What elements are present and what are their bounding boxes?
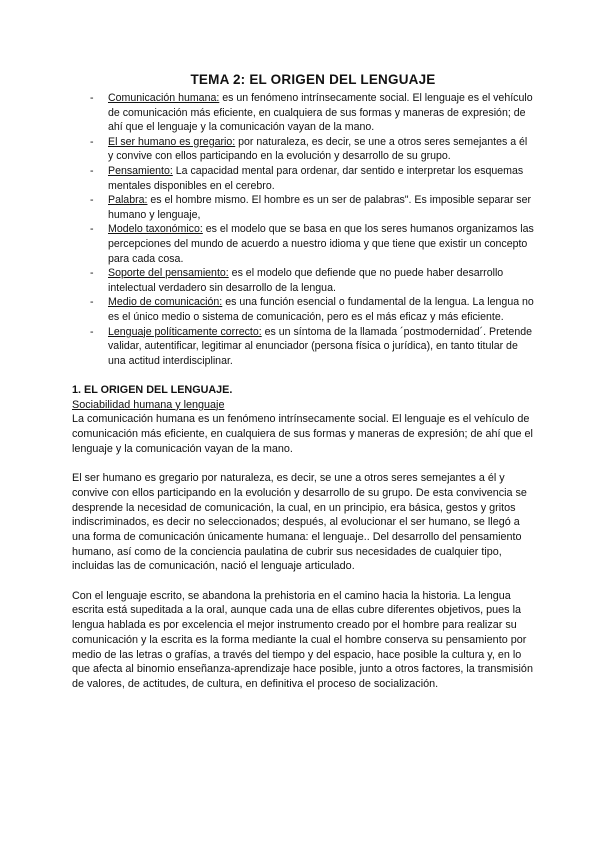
definition-text: es el modelo que se basa en que los seres humanos organizamos las percepciones del mundo de acuerdo a nuestro idioma y que tiene que existir un concepto para cada cosa.	[108, 223, 534, 265]
definition-item	[72, 91, 534, 135]
definition-item	[72, 222, 534, 266]
definition-item	[72, 135, 534, 164]
definition-text: La capacidad mental para ordenar, dar sentido e interpretar los esquemas mentales disponibles en el cerebro.	[108, 164, 524, 192]
section-subheading: Sociabilidad humana y lenguaje	[72, 398, 225, 411]
definition-item	[72, 164, 534, 193]
definition-item	[72, 325, 534, 369]
definition-item	[72, 295, 534, 324]
section-heading: 1. EL ORIGEN DEL LENGUAJE.	[72, 384, 233, 397]
definition-term: Modelo taxonómico:	[108, 223, 203, 236]
definition-text: por naturaleza, es decir, se une a otros seres semejantes a él y convive con ellos participando en la evolución y desarrollo de su grupo.	[108, 135, 528, 163]
definition-text: es el modelo que defiende que no puede haber desarrollo intelectual verdadero sin desarrollo de la lengua.	[108, 267, 504, 294]
definition-text: es un síntoma de la llamada ´postmodernidad´. Pretende validar, autentificar, legitimar al enunciador (persona física o jurídica), en tanto titular de una actitud interdisciplinar.	[108, 325, 532, 367]
body-paragraph: El ser humano es gregario por naturaleza, es decir, se une a otros seres semejantes a él y convive con ellos participando en la evolución y desarrollo de su grupo. De esta convivencia se desprende la necesidad de comunicación, la cual, en un principio, era básica, gestos y gritos indiscriminados, es decir no seleccionados; después, al evolucionar el ser humano, se llegó a una forma de comunicación únicamente humana: el lenguaje.. Del desarrollo del pensamiento humano, así como de la conciencia paulatina de cubrir sus necesidades de cualquier tipo, incluidas las de comunicación, nació el lenguaje articulado.	[72, 472, 527, 573]
definition-text: es una función esencial o fundamental de la lengua. La lengua no es el único medio o sistema de comunicación, pero es el más eficaz y más eficiente.	[108, 296, 534, 323]
body-paragraph: La comunicación humana es un fenómeno intrínsecamente social. El lenguaje es el vehículo de comunicación más eficiente, en cualquiera de sus formas y maneras de expresión; de ahí que el lenguaje y la comunicación vayan de la mano.	[72, 413, 533, 455]
definition-term: Medio de comunicación:	[108, 296, 223, 309]
definition-term: Lenguaje políticamente correcto:	[108, 325, 262, 338]
body-paragraph: Con el lenguaje escrito, se abandona la prehistoria en el camino hacia la historia. La lengua escrita está supeditada a la oral, aunque cada una de ellas cubre diferentes objetivos, pues la lengua hablada es por excelencia el mejor instrumento creado por el hombre para realizar su comunicación y la escrita es la forma mediante la cual el hombre conserva su pensamiento por medio de las letras o grafías, a través del tiempo y del espacio, hace posible la cultura y, en lo que afecta al binomio enseñanza-aprendizaje hace posible, junto a otros factores, la transmisión de valores, de actitudes, de cultura, en definitiva el proceso de socialización.	[72, 589, 533, 690]
definition-text: es el hombre mismo. El hombre es un ser de palabras". Es imposible separar ser humano y lenguaje,	[108, 194, 532, 221]
page-title: TEMA 2: EL ORIGEN DEL LENGUAJE	[190, 72, 436, 87]
definition-item	[72, 266, 534, 295]
definition-term: Comunicación humana:	[108, 92, 220, 104]
definition-text: es un fenómeno intrínsecamente social. El lenguaje es el vehículo de comunicación más eficiente, en cualquiera de sus formas y maneras de expresión; de ahí que el lenguaje y la comunicación vayan de la mano.	[108, 92, 533, 134]
definition-term: Pensamiento:	[108, 164, 173, 177]
definition-term: Palabra:	[108, 194, 148, 207]
definition-term: Soporte del pensamiento:	[108, 267, 229, 280]
definition-term: El ser humano es gregario:	[108, 135, 236, 148]
definitions-list	[72, 91, 534, 368]
definition-item	[72, 193, 534, 222]
